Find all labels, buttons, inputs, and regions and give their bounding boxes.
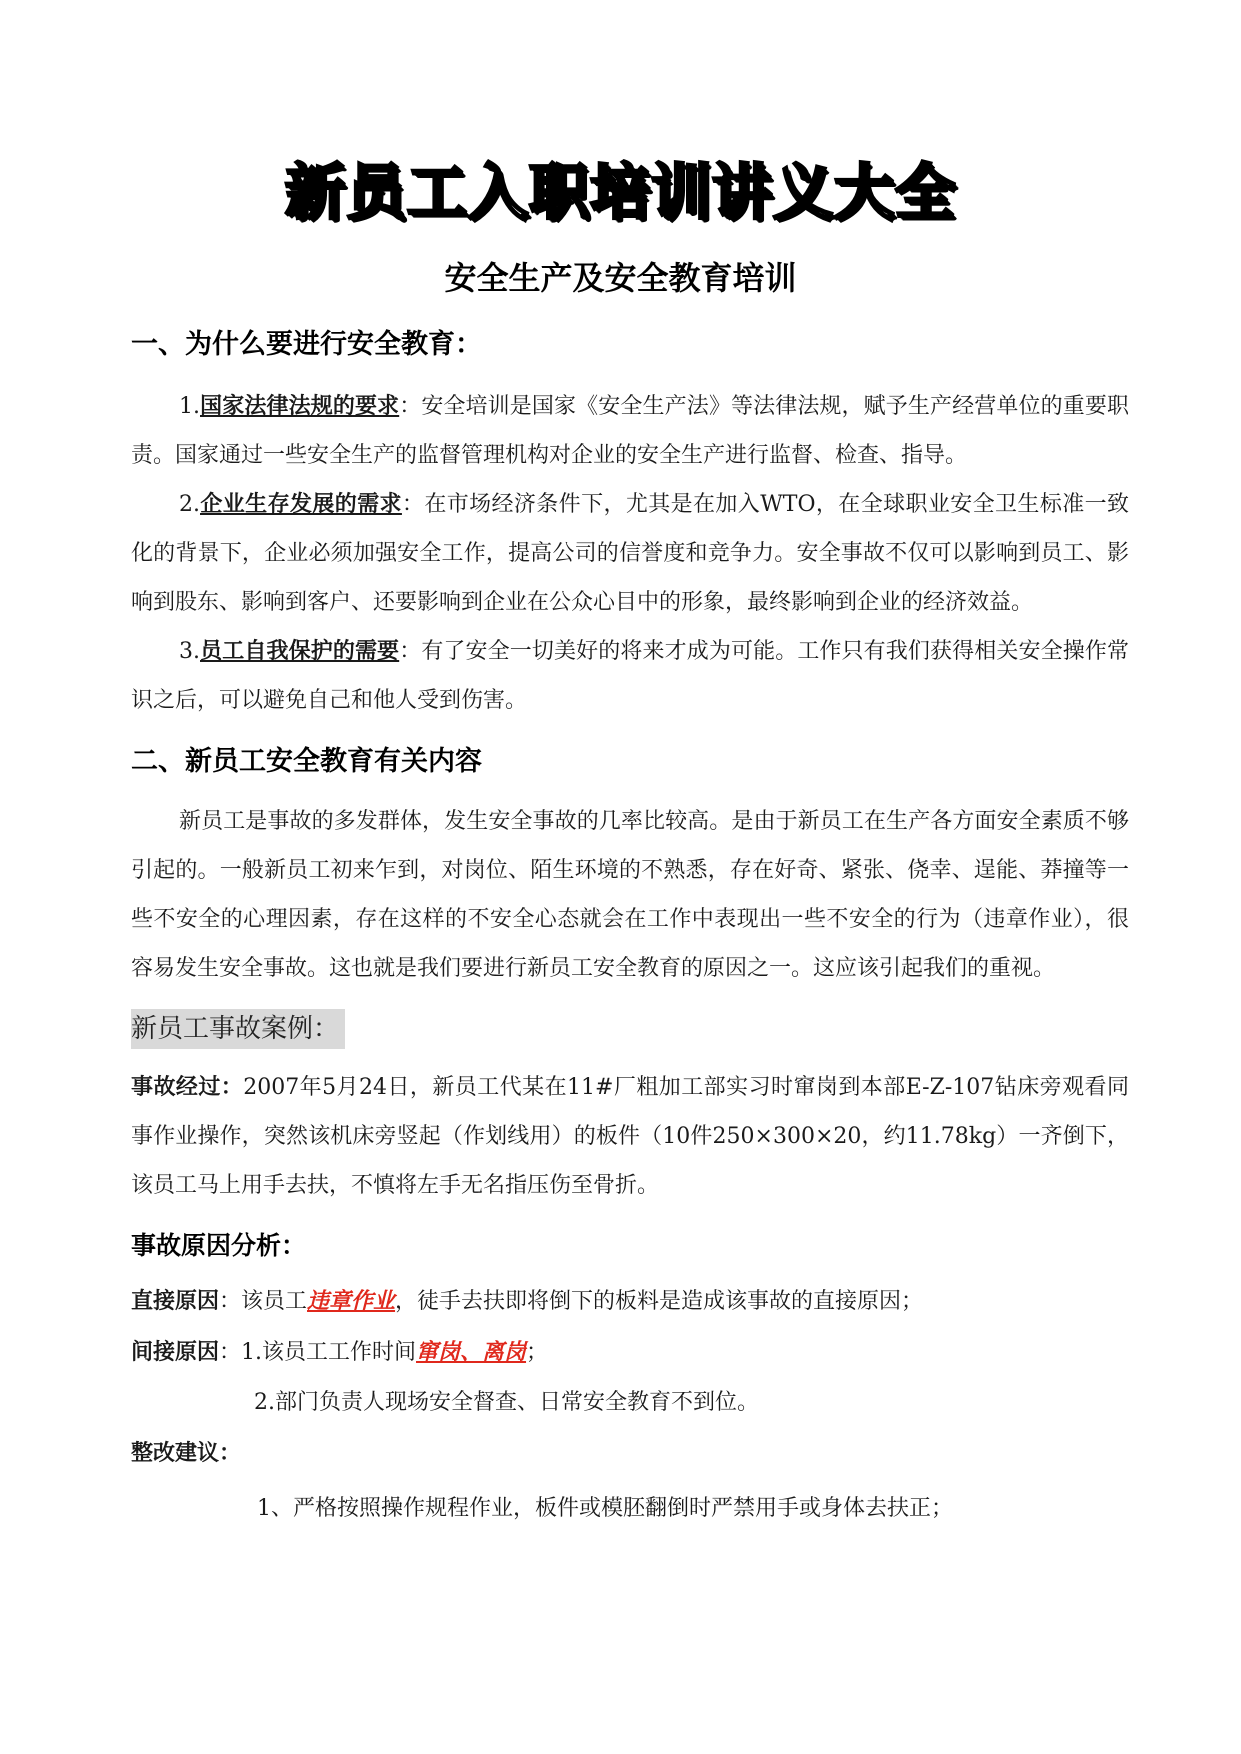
indirect-cause-highlight: 窜岗、离岗 (416, 1339, 527, 1365)
document-title: 新员工入职培训讲义大全 (285, 158, 956, 228)
document-subtitle: 安全生产及安全教育培训 (444, 259, 797, 297)
suggestion-item-1: 1、严格按照操作规程作业，板件或模胚翻倒时严禁用手或身体去扶正； (257, 1496, 953, 1521)
reason-label: 国家法律法规的要求 (200, 393, 400, 419)
reason-label: 企业生存发展的需求 (200, 491, 402, 517)
direct-cause-label: 直接原因 (131, 1289, 220, 1314)
reason-sep: ： (399, 394, 422, 419)
indirect-cause-pre: ：1.该员工工作时间 (219, 1340, 417, 1365)
suggestions-heading: 整改建议： (131, 1441, 242, 1466)
new-employee-paragraph: 新员工是事故的多发群体，发生安全事故的几率比较高。是由于新员工在生产各方面安全素质不够引起的。一般新员工初来乍到，对岗位、陌生环境的不熟悉，存在好奇、紧张、侥幸、逞能、莽撞等一些不安全的心理因素，存在这样的不安全心态就会在工作中表现出一些不安全的行为（违章作业），很容易发生安全事故。这也就是我们要进行新员工安全教育的原因之一。这应该引起我们的重视。 (131, 809, 1129, 981)
event-label: 事故经过： (131, 1075, 244, 1100)
analysis-heading: 事故原因分析： (131, 1231, 307, 1260)
reason-sep: ： (401, 492, 425, 517)
document-body (131, 322, 1129, 1534)
reason-number: 3. (179, 639, 200, 664)
direct-cause-post: ，徒手去扶即将倒下的板料是造成该事故的直接原因； (395, 1289, 924, 1314)
direct-cause-pre: ：该员工 (219, 1289, 308, 1314)
event-paragraph (131, 1063, 1129, 1210)
event-text: 2007年5月24日，新员工代某在11#厂粗加工部实习时窜岗到本部E-Z-107钻床旁观看同事作业操作，突然该机床旁竖起（作划线用）的板件（10件250×300×20，约11.78kg）一齐倒下，该员工马上用手去扶，不慎将左手无名指压伤至骨折。 (131, 1075, 1129, 1198)
indirect-cause-post: ； (526, 1340, 549, 1365)
section-heading-content: 二、新员工安全教育有关内容 (131, 746, 482, 777)
reason-label: 员工自我保护的需要 (200, 638, 400, 664)
indirect-cause-2: 2.部门负责人现场安全督查、日常安全教育不到位。 (254, 1390, 759, 1415)
case-tag: 新员工事故案例： (131, 1009, 345, 1049)
direct-cause-highlight: 违章作业 (307, 1288, 396, 1314)
reason-text: 在市场经济条件下，尤其是在加入WTO，在全球职业安全卫生标准一致化的背景下，企业必须加强安全工作，提高公司的信誉度和竞争力。安全事故不仅可以影响到员工、影响到股东、影响到客户、还要影响到企业在公众心目中的形象，最终影响到企业的经济效益。 (131, 492, 1129, 615)
reason-number: 1. (179, 394, 200, 419)
direct-cause (131, 1276, 1129, 1327)
indirect-cause-label: 间接原因 (131, 1340, 220, 1365)
reason-number: 2. (179, 492, 200, 517)
reason-sep: ： (399, 639, 422, 664)
reason-text: 有了安全一切美好的将来才成为可能。工作只有我们获得相关安全操作常识之后，可以避免自己和他人受到伤害。 (131, 639, 1129, 713)
reason-text: 安全培训是国家《安全生产法》等法律法规，赋予生产经营单位的重要职责。国家通过一些安全生产的监督管理机构对企业的安全生产进行监督、检查、指导。 (131, 394, 1129, 468)
indirect-cause (131, 1327, 1129, 1378)
section-heading-why: 一、为什么要进行安全教育： (131, 329, 482, 360)
reason-paragraph-3 (131, 627, 1129, 725)
reason-paragraph-2 (131, 480, 1129, 627)
reason-paragraph-1 (131, 382, 1129, 480)
